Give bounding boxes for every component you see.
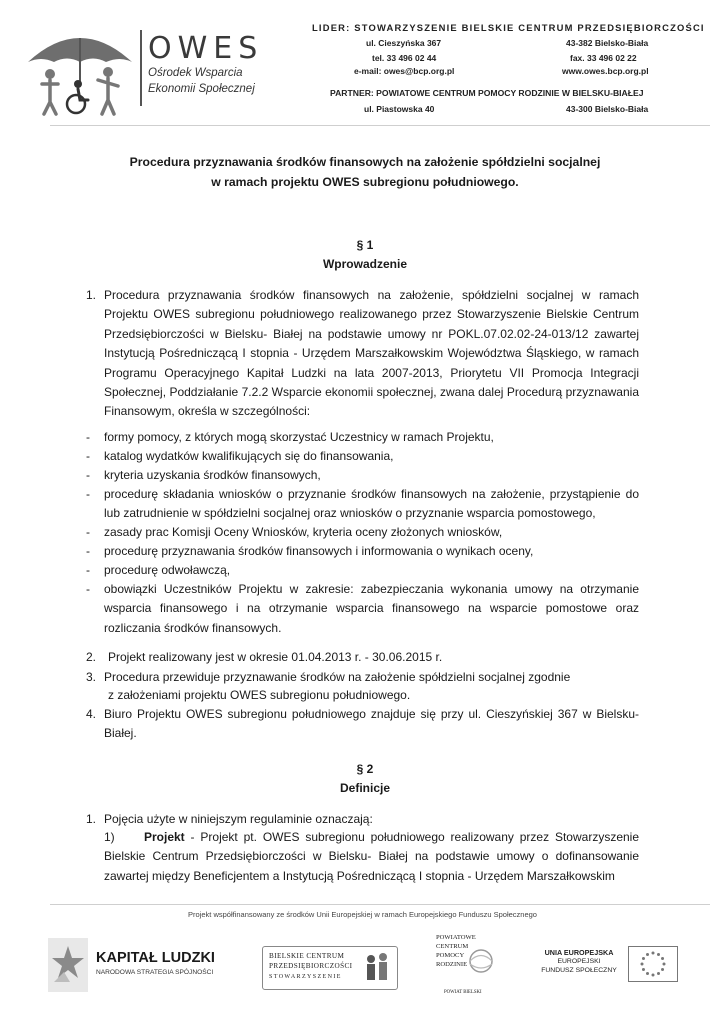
s1-p3-number: 3.	[86, 670, 97, 684]
eu-label-1: UNIA EUROPEJSKA	[544, 948, 614, 957]
bullet-dash: -	[86, 487, 90, 501]
brand-subtitle-1: Ośrodek Wsparcia	[148, 67, 243, 79]
bullet-dash: -	[86, 582, 90, 596]
kapital-ludzki-title: KAPITAŁ LUDZKI	[96, 950, 215, 966]
section-1-heading	[60, 236, 670, 274]
pcpr-line-2: CENTRUM	[436, 943, 469, 950]
brand-name: OWES	[148, 31, 264, 66]
list-item-2: katalog wydatków kwalifikujących się do finansowania,	[104, 449, 394, 463]
eu-star	[642, 968, 645, 971]
list-item-8: obowiązki Uczestników Projektu w zakresie: zabezpieczania wykonania umowy na otrzymanie wsparcia finansowego i na otrzymanie wsparcia finansowego na wsparcie pomostowe oraz rozliczania środków finansowych.	[104, 582, 639, 635]
pcpr-line-4: RODZINIE	[436, 961, 468, 968]
pcpr-line-3: POMOCY	[436, 952, 465, 959]
bcp-logo	[262, 946, 398, 990]
eu-star	[657, 972, 660, 975]
owes-logo-icon	[20, 22, 140, 117]
list-item-1: formy pomocy, z których mogą skorzystać Uczestnicy w ramach Projektu,	[104, 430, 494, 444]
list-item-7: procedurę odwoławczą,	[104, 563, 231, 577]
bcp-people-icon	[363, 951, 393, 983]
lider-phone: tel. 33 496 02 44	[372, 53, 437, 63]
bullet-dash: -	[86, 449, 90, 463]
s1-p4-text: Biuro Projektu OWES subregionu południowego znajduje się przy ul. Cieszyńskiej 367 w Bielsku-Białej.	[104, 707, 639, 741]
section-2-heading	[60, 760, 670, 798]
definition-number: 1)	[104, 830, 115, 844]
eu-star	[646, 953, 649, 956]
eu-flag-icon	[628, 946, 678, 982]
bullet-dash: -	[86, 525, 90, 539]
pcpr-logo	[432, 934, 504, 998]
eu-star	[661, 957, 664, 960]
kapital-ludzki-star-icon	[48, 938, 88, 992]
section-1-mark: § 1	[356, 238, 374, 252]
s1-p2-number: 2.	[86, 650, 97, 664]
definition-text: - Projekt pt. OWES subregionu południowego realizowany przez Stowarzyszenie Bielskie Centrum Przedsiębiorczości w Bielsku- Białej na podstawie umowy o dofinansowanie zawartej między Beneficjentem a Instytucją Pośredniczącą I stopnia - Urzędem Marszałkowskim	[104, 830, 640, 883]
pcpr-line-5: POWIAT BIELSKI	[444, 990, 482, 995]
section-1-title: Wprowadzenie	[322, 257, 407, 271]
lider-website[interactable]: www.owes.bcp.org.pl	[562, 66, 649, 76]
title-line-2: w ramach projektu OWES subregionu południowego.	[211, 175, 519, 189]
partner-street: ul. Piastowska 40	[364, 104, 435, 114]
partner-city: 43-300 Bielsko-Biała	[566, 104, 649, 114]
document-title	[60, 152, 670, 192]
pcpr-line-1: POWIATOWE	[436, 934, 476, 941]
list-item-4: procedurę składania wniosków o przyznanie środków finansowych na założenie, przystąpienie do lub zatrudnienie w spółdzielni socjalnej oraz wniosków o przyznanie wsparcia pomostowego,	[104, 487, 639, 521]
bcp-line-1: BIELSKIE CENTRUM	[269, 952, 345, 960]
eu-star	[641, 963, 644, 966]
bullet-dash: -	[86, 430, 90, 444]
brand-divider	[140, 30, 142, 106]
eu-star	[652, 974, 655, 977]
partner-line: PARTNER: POWIATOWE CENTRUM POMOCY RODZINIE W BIELSKU-BIAŁEJ	[330, 88, 644, 98]
list-item-3: kryteria uzyskania środków finansowych,	[104, 468, 321, 482]
bcp-line-3: STOWARZYSZENIE	[269, 974, 342, 980]
brand-subtitle-2: Ekonomii Społecznej	[148, 83, 255, 95]
s1-p3-text: Procedura przewiduje przyznawanie środków na założenie spółdzielni socjalnej zgodnie	[104, 670, 571, 684]
eu-star	[661, 968, 664, 971]
lider-email[interactable]: e-mail: owes@bcp.org.pl	[354, 66, 455, 76]
header-divider	[50, 125, 710, 126]
brand-block	[148, 31, 298, 104]
s1-p1-number: 1.	[86, 288, 97, 302]
lider-city: 43-382 Bielsko-Biała	[566, 38, 649, 48]
section-2-title: Definicje	[339, 781, 390, 795]
s2-p1-number: 1.	[86, 812, 97, 826]
footer-divider	[50, 904, 710, 905]
eu-star	[646, 972, 649, 975]
eu-star	[663, 963, 666, 966]
eu-star	[642, 957, 645, 960]
section-2-mark: § 2	[356, 762, 374, 776]
s1-p3-text-cont: z założeniami projektu OWES subregionu południowego.	[108, 688, 411, 702]
lider-fax: fax. 33 496 02 22	[570, 53, 637, 63]
eu-label-3: FUNDUSZ SPOŁECZNY	[541, 967, 617, 974]
lider-line: LIDER: STOWARZYSZENIE BIELSKIE CENTRUM PRZEDSIĘBIORCZOŚCI	[312, 22, 705, 33]
s1-p1-text: Procedura przyznawania środków finansowych na założenie, spółdzielni socjalnej w ramach Projektu OWES subregionu południowego realizowanego przez Stowarzyszenie Bielskie Centrum Przedsiębiorczości w Bielsku- Białej na podstawie umowy nr POKL.07.02.02-24-013/12 zawartej Instytucją Pośredniczącą I stopnia - Urzędem Marszałkowskim Województwa Śląskiego, w ramach Programu Operacyjnego Kapitał Ludzki na lata 2007-2013, Priorytetu VII Promocja Integracji Społecznej, Poddziałanie 7.2.2 Wsparcie ekonomii społecznej, zwana dalej Procedurą przyznawania Finansowym, określa w szczególności:	[104, 288, 639, 419]
pcpr-sun-icon	[466, 946, 496, 976]
bullet-dash: -	[86, 468, 90, 482]
eu-star	[657, 953, 660, 956]
lider-street: ul. Cieszyńska 367	[366, 38, 442, 48]
s2-p1-text: Pojęcia użyte w niniejszym regulaminie oznaczają:	[104, 812, 373, 826]
eu-label-2: EUROPEJSKI	[557, 958, 601, 965]
kapital-ludzki-logo	[48, 936, 238, 994]
s1-p2-text: Projekt realizowany jest w okresie 01.04.2013 r. - 30.06.2015 r.	[108, 650, 443, 664]
s1-p4-number: 4.	[86, 707, 97, 721]
list-item-5: zasady prac Komisji Oceny Wniosków, kryteria oceny złożonych wniosków,	[104, 525, 503, 539]
bullet-dash: -	[86, 563, 90, 577]
eu-star	[652, 952, 655, 955]
eu-label	[540, 948, 618, 975]
bcp-line-2: PRZEDSIĘBIORCZOŚCI	[269, 962, 353, 970]
list-item-6: procedurę przyznawania środków finansowych i informowania o wynikach oceny,	[104, 544, 534, 558]
bullet-dash: -	[86, 544, 90, 558]
kapital-ludzki-subtitle: NARODOWA STRATEGIA SPÓJNOŚCI	[96, 969, 214, 976]
title-line-1: Procedura przyznawania środków finansowych na założenie spółdzielni socjalnej	[129, 155, 601, 169]
cofinancing-note: Projekt współfinansowany ze środków Unii Europejskiej w ramach Europejskiego Funduszu Społecznego	[188, 910, 537, 919]
definition-term: Projekt	[144, 830, 185, 844]
s2-definition-1	[104, 828, 639, 886]
